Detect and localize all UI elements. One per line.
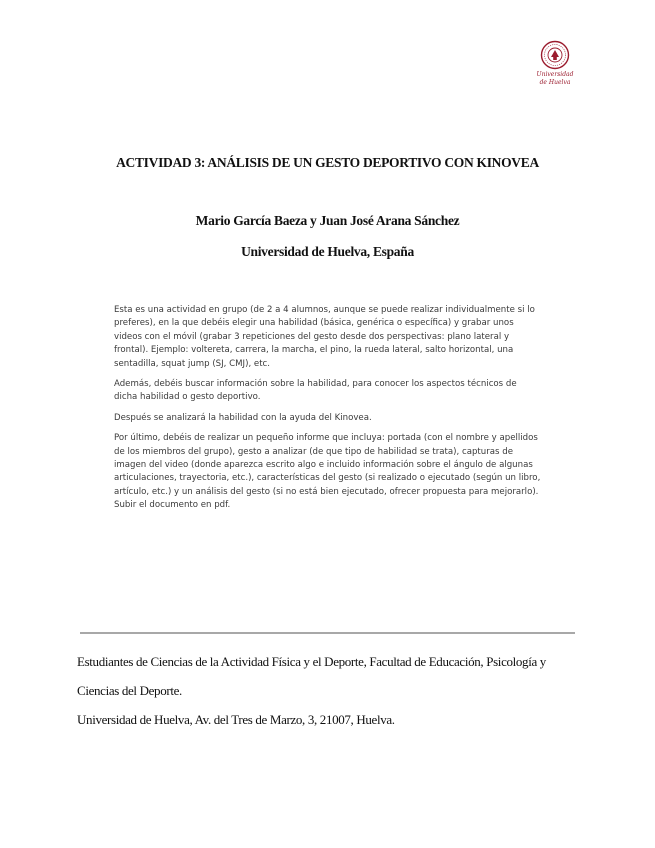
- paragraph-report: Por último, debéis de realizar un pequeño informe que incluya: portada (con el nombre y apellidos de los miembros del grupo), gesto a analizar (de que tipo de habilidad se trata), capturas de imagen del video (donde aparezca escrito algo e incluido información sobre el ángulo de algunas articulaciones, trayectoria, etc.), características del gesto (si realizado o ejecutado (según un libro, artículo, etc.) y un análisis del gesto (si no está bien ejecutado, ofrecer propuesta para mejorarlo). Subir el documento en pdf.: [114, 433, 541, 511]
- footer-divider: [80, 632, 575, 634]
- logo-caption-1: Universidad: [536, 71, 574, 78]
- university-logo: [536, 40, 574, 92]
- footer-address: Universidad de Huelva, Av. del Tres de Marzo, 3, 21007, Huelva.: [77, 712, 395, 727]
- footer-line-2: Ciencias del Deporte.: [77, 683, 182, 698]
- paragraph-research: Además, debéis buscar información sobre la habilidad, para conocer los aspectos técnicos de dicha habilidad o gesto deportivo.: [114, 379, 517, 403]
- document-title: ACTIVIDAD 3: ANÁLISIS DE UN GESTO DEPORTIVO CON KINOVEA: [116, 155, 539, 170]
- activity-description: [114, 304, 542, 520]
- authors: Mario García Baeza y Juan José Arana Sánchez: [195, 213, 460, 228]
- affiliation: Universidad de Huelva, España: [241, 244, 414, 259]
- paragraph-analysis: Después se analizará la habilidad con la ayuda del Kinovea.: [114, 412, 372, 423]
- university-seal-icon: [540, 40, 570, 70]
- paragraph-intro: Esta es una actividad en grupo (de 2 a 4 alumnos, aunque se puede realizar individualmente si lo preferes), en la que debéis elegir una habilidad (básica, genérica o específica) y grabar unos videos con el móvil (grabar 3 repeticiones del gesto desde dos perspectivas: plano lateral y frontal). Ejemplo: voltereta, carrera, la marcha, el pino, la rueda lateral, salto horizontal, una sentadilla, squat jump (SJ, CMJ), etc.: [114, 305, 535, 369]
- footer-line-1: Estudiantes de Ciencias de la Actividad Física y el Deporte, Facultad de Educación, Psicología y: [77, 654, 546, 669]
- logo-caption-2: de Huelva: [539, 79, 571, 86]
